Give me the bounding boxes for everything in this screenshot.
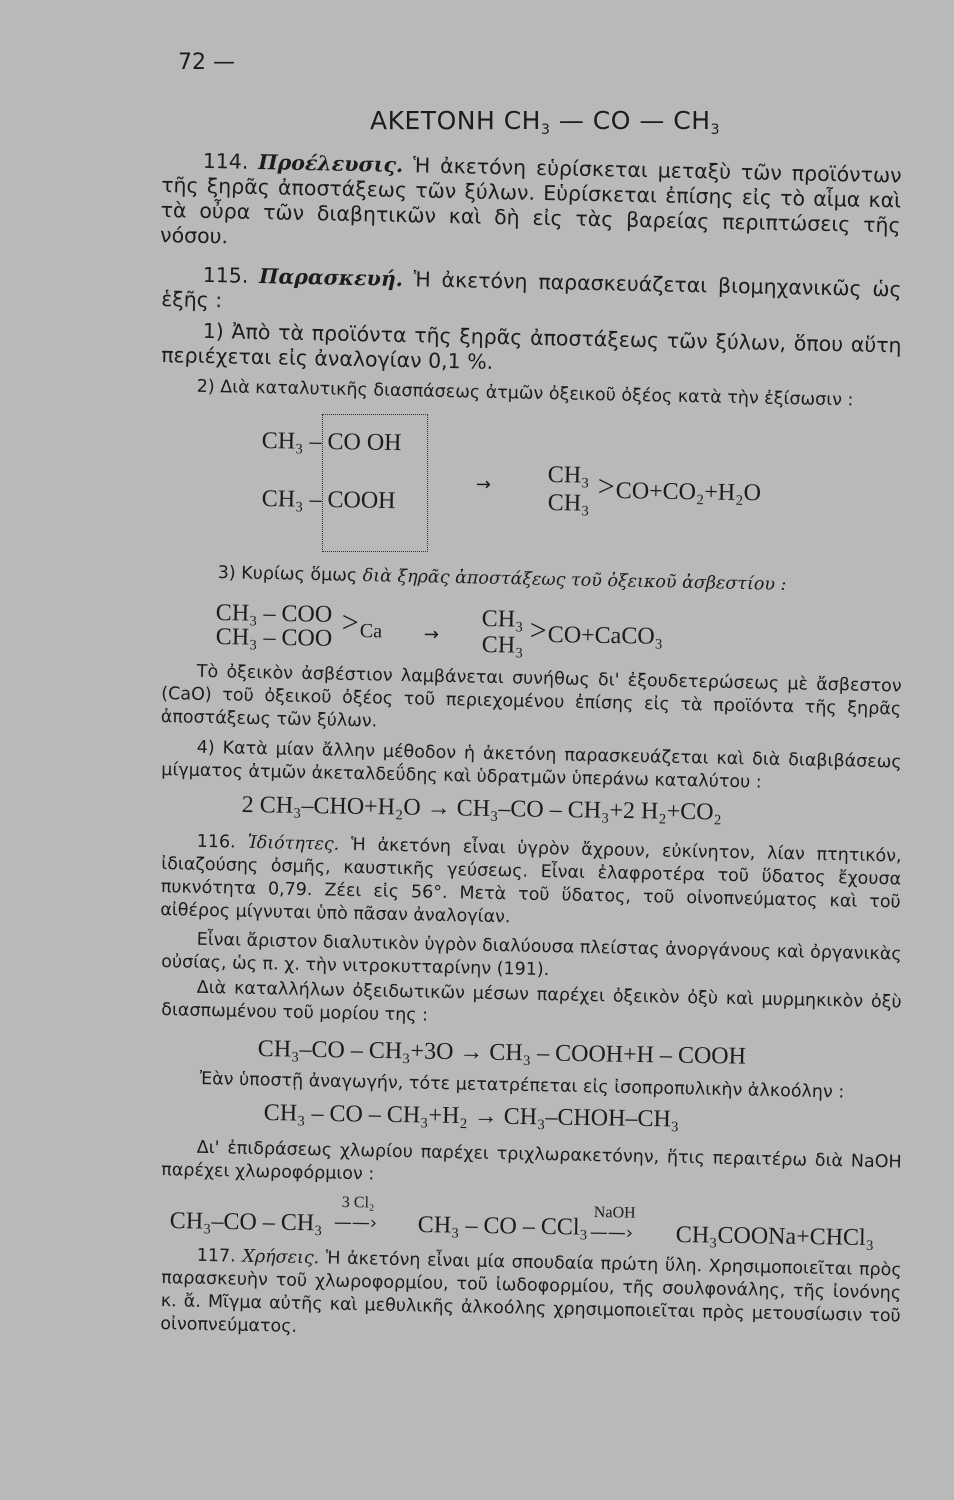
eq4: CH₃–CO – CH₃+3O → CH₃ – COOH+H – COOH (257, 1036, 747, 1070)
eq2-right-top: CH₃ (481, 606, 524, 633)
eq6-arrow-2: ——› (589, 1222, 634, 1244)
eq6-intermediate: CH₃ – CO – CCl₃ (417, 1212, 589, 1241)
section-115-item-1: 1) Ἀπὸ τὰ προϊόντα τῆς ξηρᾶς ἀποστάξεως τῶν ξύλων, ὅπου αὕτη περιέχεται εἰς ἀναλογίαν 0,1 %. (160, 318, 902, 374)
section-115: 115. Παρασκευή. Ἡ ἀκετόνη παρασκευάζεται βιομηχανικῶς ὡς ἑξῆς : (160, 262, 902, 313)
eq5: CH₃ – CO – CH₃+H₂ → CH₃–CHOH–CH₃ (263, 1100, 680, 1133)
page-number: 72 — (178, 50, 235, 75)
section-116: 116. Ἰδιότητες. Ἡ ἀκετόνη εἶναι ὑγρὸν ἄχρουν, εὐκίνητον, λίαν πτητικόν, ἰδιαζούσης ὀσμῆς, καυστικῆς γεύσεως. Εἶναι ἐλαφροτέρα τοῦ ὕδατος ἔχουσα πυκνότητα 0,79. Ζέει εἰς 56°. Μετὰ τοῦ ὕδατος, τοῦ οἰνοπνεύματος καὶ τοῦ αἰθέρος μίγνυται ὑπὸ πᾶσαν ἀναλογίαν. (160, 831, 902, 928)
eq2-bracket-right: > (529, 614, 547, 648)
eq1-right-top: CH₃ (547, 462, 590, 489)
eq6-reagent-1: 3 Cl₂ (341, 1194, 375, 1212)
section-115-item-3: 3) Κυρίως ὅμως διὰ ξηρᾶς ἀποστάξεως τοῦ ὀξεικοῦ ἀσβεστίου : (217, 562, 787, 595)
section-116-p3: Διὰ καταλλήλων ὀξειδωτικῶν μέσων παρέχει ὀξεικὸν ὀξὺ καὶ μυρμηκικὸν ὀξὺ διασπωμένου τοῦ μορίου της : (161, 977, 902, 1026)
eq2-right-bottom: CH₃ (481, 632, 524, 659)
eq2-arrow: → (423, 624, 440, 646)
eq1-line2: CH₃ – COOH (261, 486, 396, 515)
eq1-right-rest: CO+CO₂+H₂O (615, 478, 762, 507)
page-title: ΑΚΕΤΟΝΗ $CH_3$ — CO — $CH_3$ (370, 106, 720, 138)
section-115-item-2: 2) Διὰ καταλυτικῆς διασπάσεως ἀτμῶν ὀξεικοῦ ὀξέος κατὰ τὴν ἐξίσωσιν : (196, 376, 854, 411)
eq3: 2 CH₃–CHO+H₂O → CH₃–CO – CH₃+2 H₂+CO₂ (241, 792, 723, 826)
eq1-line1: CH₃ – CO OH (261, 428, 402, 457)
eq6-product: CH₃COONa+CHCl₃ (675, 1222, 875, 1252)
eq2-line1: CH₃ – COO (215, 600, 333, 628)
eq1-right-bottom: CH₃ (547, 490, 590, 517)
section-116-p2: Εἶναι ἄριστον διαλυτικὸν ὑγρὸν διαλύουσα πλείστας ἀνοργάνους καὶ ὀργανικὰς οὐσίας, ὡς π. χ. τὴν νιτροκυτταρίνην (191). (161, 929, 902, 981)
eq2-right-rest: CO+CaCO₃ (547, 622, 664, 650)
eq6-arrow-1: ——› (333, 1212, 378, 1234)
section-116-p4: Ἐὰν ὑποστῇ ἀναγωγήν, τότε μετατρέπεται εἰς ἰσοπροπυλικὴν ἀλκοόλην : (199, 1068, 845, 1103)
eq1-arrow: → (475, 474, 492, 496)
eq2-bracket-left: > (341, 606, 359, 640)
section-117: 117. Χρήσεις. Ἡ ἀκετόνη εἶναι μία σπουδαία πρώτη ὕλη. Χρησιμοποιεῖται πρὸς παρασκευὴν τοῦ χλωροφορμίου, τοῦ ἰωδοφορμίου, τῆς σουλφονάλης, τῆς ἰονόνης κ. ἄ. Μῖγμα αὐτῆς καὶ μεθυλικῆς ἀλκοόλης χρησιμοποιεῖται πρὸς μετουσίωσιν τοῦ οἰνοπνεύματος. (160, 1245, 902, 1337)
eq1-bracket: > (597, 470, 615, 504)
eq2-line2: CH₃ – COO (215, 624, 333, 652)
calcium-acetate-text: Τὸ ὀξεικὸν ἀσβέστιον λαμβάνεται συνήθως δι' ἐξουδετερώσεως μὲ ἄσβεστον (CaO) τοῦ ὀξεικοῦ ὀξέος τοῦ περιεχομένου ἐπίσης εἰς τὰ προϊόντα τῆς ξηρᾶς ἀποστάξεως τῶν ξύλων. (160, 661, 902, 732)
section-116-p5: Δι' ἐπιδράσεως χλωρίου παρέχει τριχλωρακετόνην, ἥτις περαιτέρω διὰ NaOH παρέχει χλωροφόρμιον : (161, 1137, 902, 1185)
section-115-item-4: 4) Κατὰ μίαν ἄλλην μέθοδον ἡ ἀκετόνη παρασκευάζεται καὶ διὰ διαβιβάσεως μίγματος ἀτμῶν ἀκεταλδεΰδης καὶ ὑδρατμῶν ὑπεράνω καταλύτου : (161, 737, 902, 793)
eq6-reactant: CH₃–CO – CH₃ (169, 1208, 323, 1237)
eq6-reagent-2: NaOH (593, 1204, 636, 1222)
section-114: 114. Προέλευσις. Ἡ ἀκετόνη εὑρίσκεται μεταξὺ τῶν προϊόντων τῆς ξηρᾶς ἀποστάξεως τῶν ξύλων. Εὑρίσκεται ἐπίσης εἰς τὸ αἷμα καὶ τὰ οὖρα τῶν διαβητικῶν καὶ δὴ εἰς τὰς βαρείας περιπτώσεις τῆς νόσου. (159, 148, 902, 249)
eq2-ca: Ca (359, 620, 383, 643)
